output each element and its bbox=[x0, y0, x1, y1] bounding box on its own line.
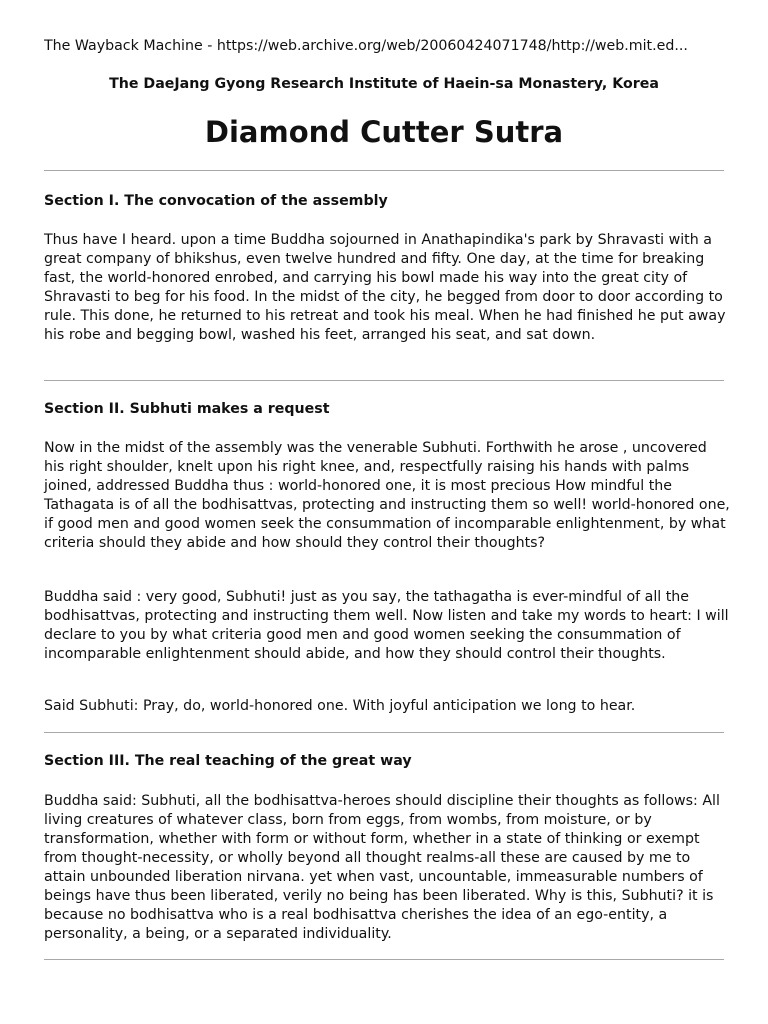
section-2-paragraph-3: Said Subhuti: Pray, do, world-honored one. With joyful anticipation we long to hear. bbox=[44, 698, 636, 714]
section-1-heading: Section I. The convocation of the assembly bbox=[44, 193, 388, 209]
section-3-heading: Section III. The real teaching of the great way bbox=[44, 753, 412, 769]
divider bbox=[44, 170, 724, 171]
institute-name: The DaeJang Gyong Research Institute of Haein-sa Monastery, Korea bbox=[109, 76, 659, 92]
section-2-paragraph-2: Buddha said : very good, Subhuti! just as you say, the tathagatha is ever-mindful of all the bodhisattvas, protecting and instructing them well. Now listen and take my words to heart: I will declare to you by what criteria good men and good women seeking the consummation of incomparable enlightenment should abide, and how they should control their thoughts. bbox=[44, 589, 729, 662]
section-3-paragraph-1: Buddha said: Subhuti, all the bodhisattva-heroes should discipline their thoughts as follows: All living creatures of whatever class, born from eggs, from wombs, from moisture, or by transformation, whether with form or without form, whether in a state of thinking or exempt from thought-necessity, or wholly beyond all thought realms-all these are caused by me to attain unbounded liberation nirvana. yet when vast, uncountable, immeasurable numbers of beings have thus been liberated, verily no being has been liberated. Why is this, Subhuti? it is because no bodhisattva who is a real bodhisattva cherishes the idea of an ego-entity, a personality, a being, or a separated individuality. bbox=[44, 793, 720, 942]
wayback-machine-bar[interactable]: The Wayback Machine - https://web.archive.org/web/20060424071748/http://web.mit.ed... bbox=[44, 38, 688, 54]
section-1-paragraph-1: Thus have I heard. upon a time Buddha sojourned in Anathapindika's park by Shravasti with a great company of bhikshus, even twelve hundred and fifty. One day, at the time for breaking fast, the world-honored enrobed, and carrying his bowl made his way into the great city of Shravasti to beg for his food. In the midst of the city, he begged from door to door according to rule. This done, he returned to his retreat and took his meal. When he had finished he put away his robe and begging bowl, washed his feet, arranged his seat, and sat down. bbox=[44, 232, 726, 343]
section-2-heading: Section II. Subhuti makes a request bbox=[44, 401, 330, 417]
page-title: Diamond Cutter Sutra bbox=[204, 115, 564, 149]
divider bbox=[44, 732, 724, 733]
section-2-paragraph-1: Now in the midst of the assembly was the venerable Subhuti. Forthwith he arose , uncovered his right shoulder, knelt upon his right knee, and, respectfully raising his hands with palms joined, addressed Buddha thus : world-honored one, it is most precious How mindful the Tathagata is of all the bodhisattvas, protecting and instructing them so well! world-honored one, if good men and good women seek the consummation of incomparable enlightenment, by what criteria should they abide and how should they control their thoughts? bbox=[44, 440, 730, 551]
divider bbox=[44, 380, 724, 381]
divider bbox=[44, 959, 724, 960]
